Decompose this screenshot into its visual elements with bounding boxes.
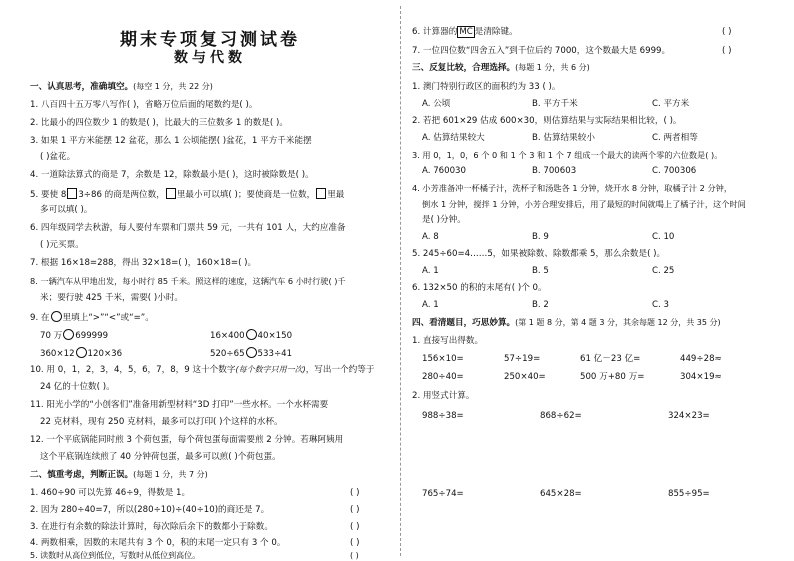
compare-circle[interactable] — [76, 347, 87, 358]
q1-3-cont: ( )盆花。 — [40, 152, 76, 162]
q1-10: 10. 用 0，1，2，3，4，5，6，7，8，9 这十个数字(每个数字只用一次)，写出一个约等于 — [30, 365, 375, 375]
choice-2: 2. 若把 601×29 估成 600×30，则估算结果与实际结果相比较，( )。 — [412, 116, 682, 126]
judge-5-answer[interactable]: ( ) — [350, 551, 359, 560]
q1-6-cont: ( )元买票。 — [40, 240, 84, 250]
left-column — [30, 0, 390, 561]
compare-2: 16×400 40×150 — [210, 331, 293, 341]
choice-1-a[interactable]: A. 公顷 — [422, 99, 451, 109]
vertical-3[interactable]: 324×23= — [668, 411, 710, 421]
judge-4: 4. 两数相乘，因数的末尾共有 3 个 0，积的末尾一定只有 3 个 0。 — [30, 538, 286, 548]
choice-3: 3. 用 0，1，0，6 个 0 和 1 个 3 和 1 个 7 组成一个最大的读两个零的六位数是( )。 — [412, 150, 723, 160]
choice-5-b[interactable]: B. 5 — [532, 266, 549, 276]
compare-circle[interactable] — [51, 311, 62, 322]
choice-5: 5. 245÷60=4……5，如果被除数、除数都乘 5，那么余数是( )。 — [412, 249, 666, 259]
choice-3-c[interactable]: C. 700306 — [652, 166, 697, 176]
compare-1: 70 万 699999 — [40, 331, 109, 341]
q1-9: 9. 在 里填上“>”“<”或“=”。 — [30, 313, 154, 323]
mental-6[interactable]: 250×40= — [504, 372, 546, 382]
mc-key: MC — [459, 27, 473, 37]
choice-4: 4. 小芳准备冲一杯橘子汁，洗杯子和汤匙各 1 分钟，烧开水 8 分钟，取橘子汁 2 分钟， — [412, 183, 733, 193]
judge-3: 3. 在进行有余数的除法计算时，每次除后余下的数都小于除数。 — [30, 522, 273, 532]
mental-1[interactable]: 156×10= — [422, 354, 464, 364]
mental-8[interactable]: 304×19≈ — [680, 372, 722, 382]
page-title: 期末专项复习测试卷 — [120, 30, 300, 50]
choice-2-c[interactable]: C. 两者相等 — [652, 133, 698, 143]
choice-4-cont2: 是( )分钟。 — [422, 215, 466, 225]
choice-6: 6. 132×50 的积的末尾有( )个 0。 — [412, 283, 547, 293]
mental-2[interactable]: 57÷19= — [504, 354, 541, 364]
q1-12: 12. 一个平底锅能同时煎 3 个荷包蛋，每个荷包蛋每面需要煎 2 分钟。若琳阿姨用 — [30, 435, 344, 445]
compare-3: 360×12 120×36 — [40, 349, 123, 359]
judge-1: 1. 460÷90 可以先算 46÷9，得数是 1。 — [30, 488, 191, 498]
choice-6-b[interactable]: B. 2 — [532, 300, 549, 310]
judge-6-answer[interactable]: ( ) — [722, 27, 732, 37]
judge-2-answer[interactable]: ( ) — [350, 505, 360, 515]
vertical-4[interactable]: 765÷74= — [422, 489, 464, 499]
section-3-header: 三、反复比较，合理选择。(每题 1 分，共 6 分) — [412, 63, 590, 73]
choice-1-c[interactable]: C. 平方米 — [652, 99, 690, 109]
vertical-1[interactable]: 988÷38= — [422, 411, 464, 421]
section-1-header: 一、认真思考，准确填空。(每空 1 分，共 22 分) — [30, 82, 213, 92]
compare-circle[interactable] — [63, 329, 74, 340]
compare-circle[interactable] — [246, 347, 257, 358]
vertical-5[interactable]: 645×28= — [540, 489, 582, 499]
q1-11-cont: 22 克材料，现有 250 克材料，最多可以打印( )个这样的水杯。 — [40, 417, 283, 427]
blank-box[interactable] — [316, 188, 326, 199]
q1-12-cont: 这个平底锅连续煎了 40 分钟荷包蛋，最多可以煎( )个荷包蛋。 — [40, 452, 281, 462]
q1-2: 2. 比最小的四位数少 1 的数是( )，比最大的三位数多 1 的数是( )。 — [30, 118, 288, 128]
judge-7: 7. 一位四位数“四舍五入”到千位后约 7000，这个数最大是 6999。 — [412, 46, 671, 56]
choice-4-cont: 倒水 1 分钟，搅拌 1 分钟，小芳合理安排后，用了最短的时间就喝上了橘子汁，这个时间 — [422, 199, 746, 209]
mental-3[interactable]: 61 亿－23 亿= — [580, 354, 641, 364]
judge-7-answer[interactable]: ( ) — [722, 46, 732, 56]
choice-4-b[interactable]: B. 9 — [532, 232, 549, 242]
choice-6-a[interactable]: A. 1 — [422, 300, 439, 310]
vertical-6[interactable]: 855÷95= — [668, 489, 710, 499]
blank-box[interactable] — [166, 188, 176, 199]
judge-3-answer[interactable]: ( ) — [350, 522, 360, 532]
judge-5: 5. 读数时从高位到低位，写数时从低位到高位。 — [30, 551, 201, 560]
choice-1-b[interactable]: B. 平方千米 — [532, 99, 578, 109]
judge-1-answer[interactable]: ( ) — [350, 488, 360, 498]
vertical-2[interactable]: 868÷62= — [540, 411, 582, 421]
q1-10-cont: 24 亿的十位数( )。 — [40, 382, 115, 392]
q1-5-cont: 多可以填( )。 — [40, 205, 93, 215]
compare-circle[interactable] — [246, 329, 257, 340]
choice-3-b[interactable]: B. 700603 — [532, 166, 577, 176]
choice-4-a[interactable]: A. 8 — [422, 232, 439, 242]
choice-6-c[interactable]: C. 3 — [652, 300, 669, 310]
right-column — [412, 0, 764, 561]
blank-box[interactable] — [67, 188, 77, 199]
choice-1: 1. 澳门特别行政区的面积约为 33 ( )。 — [412, 82, 561, 92]
q1-8: 8. 一辆汽车从甲地出发，每小时行 85 千米。照这样的速度，这辆汽车 6 小时行驶( )千 — [30, 276, 346, 286]
choice-5-c[interactable]: C. 25 — [652, 266, 675, 276]
mental-7[interactable]: 500 万+80 万= — [580, 372, 645, 382]
mental-5[interactable]: 280÷40= — [422, 372, 464, 382]
q1-11: 11. 阳光小学的“小创客们”准备用新型材料“3D 打印”一些水杯。一个水杯需要 — [30, 400, 329, 410]
choice-4-c[interactable]: C. 10 — [652, 232, 675, 242]
section-2-header: 二、慎重考虑，判断正误。(每题 1 分，共 7 分) — [30, 470, 208, 480]
judge-2: 2. 因为 280÷40=7，所以(280÷10)÷(40÷10)的商还是 7。 — [30, 505, 270, 515]
calc-1-title: 1. 直接写出得数。 — [412, 336, 484, 346]
column-divider — [400, 6, 401, 556]
q1-8-cont: 米；要行驶 425 千米，需要( )小时。 — [40, 293, 184, 303]
mental-4[interactable]: 449÷28≈ — [680, 354, 722, 364]
judge-4-answer[interactable]: ( ) — [350, 538, 360, 548]
choice-2-b[interactable]: B. 估算结果较小 — [532, 133, 595, 143]
q1-7: 7. 根据 16×18=288，得出 32×18=( )，160×18=( )。 — [30, 258, 257, 268]
choice-3-a[interactable]: A. 760030 — [422, 166, 466, 176]
choice-5-a[interactable]: A. 1 — [422, 266, 439, 276]
choice-2-a[interactable]: A. 估算结果较大 — [422, 133, 485, 143]
q1-1: 1. 八百四十五万零八写作( )，省略万位后面的尾数约是( )。 — [30, 100, 258, 110]
q1-6: 6. 四年级同学去秋游，每人要付车票和门票共 59 元，一共有 101 人，大约应准备 — [30, 223, 346, 233]
q1-4: 4. 一道除法算式的商是 7，余数是 12，除数最小是( )，这时被除数是( )。 — [30, 170, 314, 180]
q1-3: 3. 如果 1 平方米能摆 12 盆花，那么 1 公顷能摆( )盆花，1 平方千米能摆 — [30, 136, 312, 146]
page-subtitle: 数与代数 — [174, 50, 246, 66]
calc-2-title: 2. 用竖式计算。 — [412, 391, 475, 401]
compare-4: 520÷65 533÷41 — [210, 349, 293, 359]
q1-5: 5. 要使 8 3÷86 的商是两位数， 里最小可以填( )；要使商是一位数， 里最 — [30, 190, 345, 200]
section-4-header: 四、看清题目，巧思妙算。(第 1 题 8 分，第 4 题 3 分，其余每题 12 分，共 35 分) — [412, 318, 721, 328]
judge-6: 6. 计算器的 MC 是清除键。 — [412, 27, 518, 37]
